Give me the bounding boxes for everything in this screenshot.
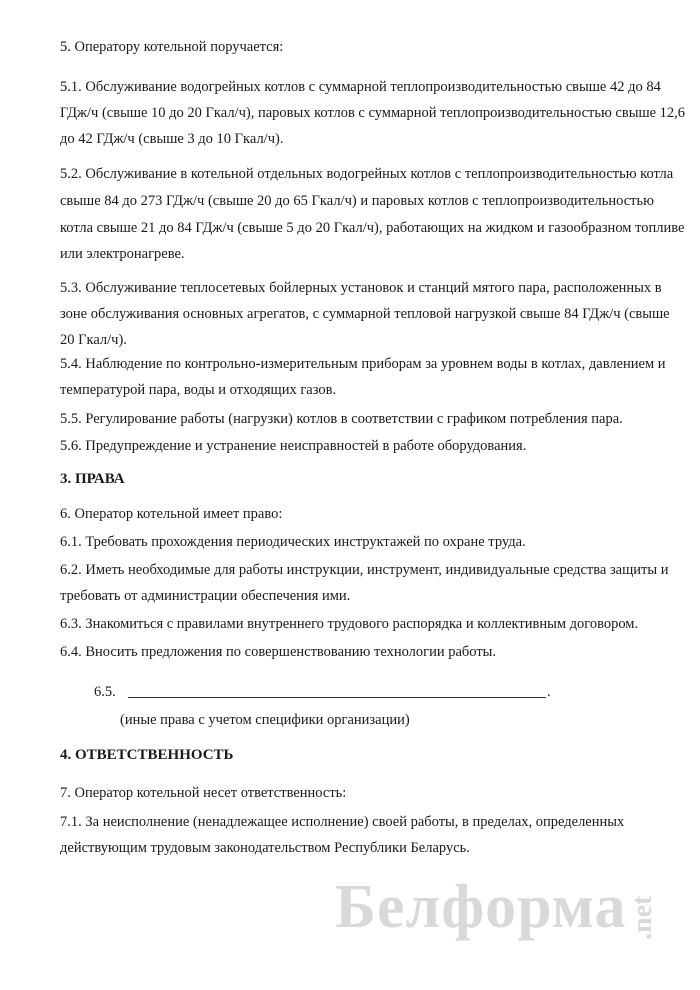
paragraph-5: 5. Оператору котельной поручается: <box>60 39 284 55</box>
paragraph-5-1-line-3: до 42 ГДж/ч (свыше 3 до 10 Гкал/ч). <box>60 131 284 147</box>
paragraph-5-5: 5.5. Регулирование работы (нагрузки) котлов в соответствии с графиком потребления пара. <box>60 411 623 427</box>
paragraph-6-4: 6.4. Вносить предложения по совершенствованию технологии работы. <box>60 644 497 660</box>
fill-in-blank-dot: . <box>547 684 551 700</box>
paragraph-5-4-line-1: 5.4. Наблюдение по контрольно-измерительным приборам за уровнем воды в котлах, давлением и <box>60 356 666 372</box>
paragraph-6-2-line-2: требовать от администрации обеспечения ими. <box>60 588 351 604</box>
paragraph-6: 6. Оператор котельной имеет право: <box>60 506 283 522</box>
fill-in-blank-line <box>128 697 546 698</box>
paragraph-5-2-line-3: котла свыше 21 до 84 ГДж/ч (свыше 5 до 20 Гкал/ч), работающих на жидком и газообразном топливе <box>60 220 685 236</box>
paragraph-5-2-line-2: свыше 84 до 273 ГДж/ч (свыше 20 до 65 Гкал/ч) и паровых котлов с теплопроизводительностью <box>60 193 654 209</box>
paragraph-5-3-line-2: зоне обслуживания основных агрегатов, с суммарной тепловой нагрузкой свыше 84 ГДж/ч (свыше <box>60 306 670 322</box>
paragraph-6-5-label: 6.5. <box>94 684 116 700</box>
paragraph-5-2-line-4: или электронагреве. <box>60 246 185 262</box>
fill-in-blank-caption: (иные права с учетом специфики организации) <box>120 712 410 728</box>
section-3-heading: 3. ПРАВА <box>60 471 125 487</box>
paragraph-7-1-line-2: действующим трудовым законодательством Республики Беларусь. <box>60 840 470 856</box>
paragraph-7-1-line-1: 7.1. За неисполнение (ненадлежащее исполнение) своей работы, в пределах, определенных <box>60 814 625 830</box>
paragraph-5-1-line-2: ГДж/ч (свыше 10 до 20 Гкал/ч), паровых котлов с суммарной теплопроизводительностью свыше 12,6 <box>60 105 686 121</box>
paragraph-5-3-line-3: 20 Гкал/ч). <box>60 332 127 348</box>
paragraph-6-1: 6.1. Требовать прохождения периодических инструктажей по охране труда. <box>60 534 526 550</box>
paragraph-5-1-line-1: 5.1. Обслуживание водогрейных котлов с суммарной теплопроизводительностью свыше 42 до 84 <box>60 79 661 95</box>
paragraph-6-3: 6.3. Знакомиться с правилами внутреннего трудового распорядка и коллективным договором. <box>60 616 639 632</box>
paragraph-5-2-line-1: 5.2. Обслуживание в котельной отдельных водогрейных котлов с теплопроизводительностью котла <box>60 166 674 182</box>
paragraph-5-4-line-2: температурой пара, воды и отходящих газов. <box>60 382 337 398</box>
paragraph-5-3-line-1: 5.3. Обслуживание теплосетевых бойлерных установок и станций мятого пара, расположенных в <box>60 280 662 296</box>
section-4-heading: 4. ОТВЕТСТВЕННОСТЬ <box>60 747 234 763</box>
paragraph-7: 7. Оператор котельной несет ответственность: <box>60 785 347 801</box>
belforma-watermark: Белформа <box>335 873 627 941</box>
watermark-domain-suffix: .net <box>627 895 658 940</box>
paragraph-6-2-line-1: 6.2. Иметь необходимые для работы инструкции, инструмент, индивидуальные средства защиты и <box>60 562 669 578</box>
paragraph-5-6: 5.6. Предупреждение и устранение неисправностей в работе оборудования. <box>60 438 527 454</box>
